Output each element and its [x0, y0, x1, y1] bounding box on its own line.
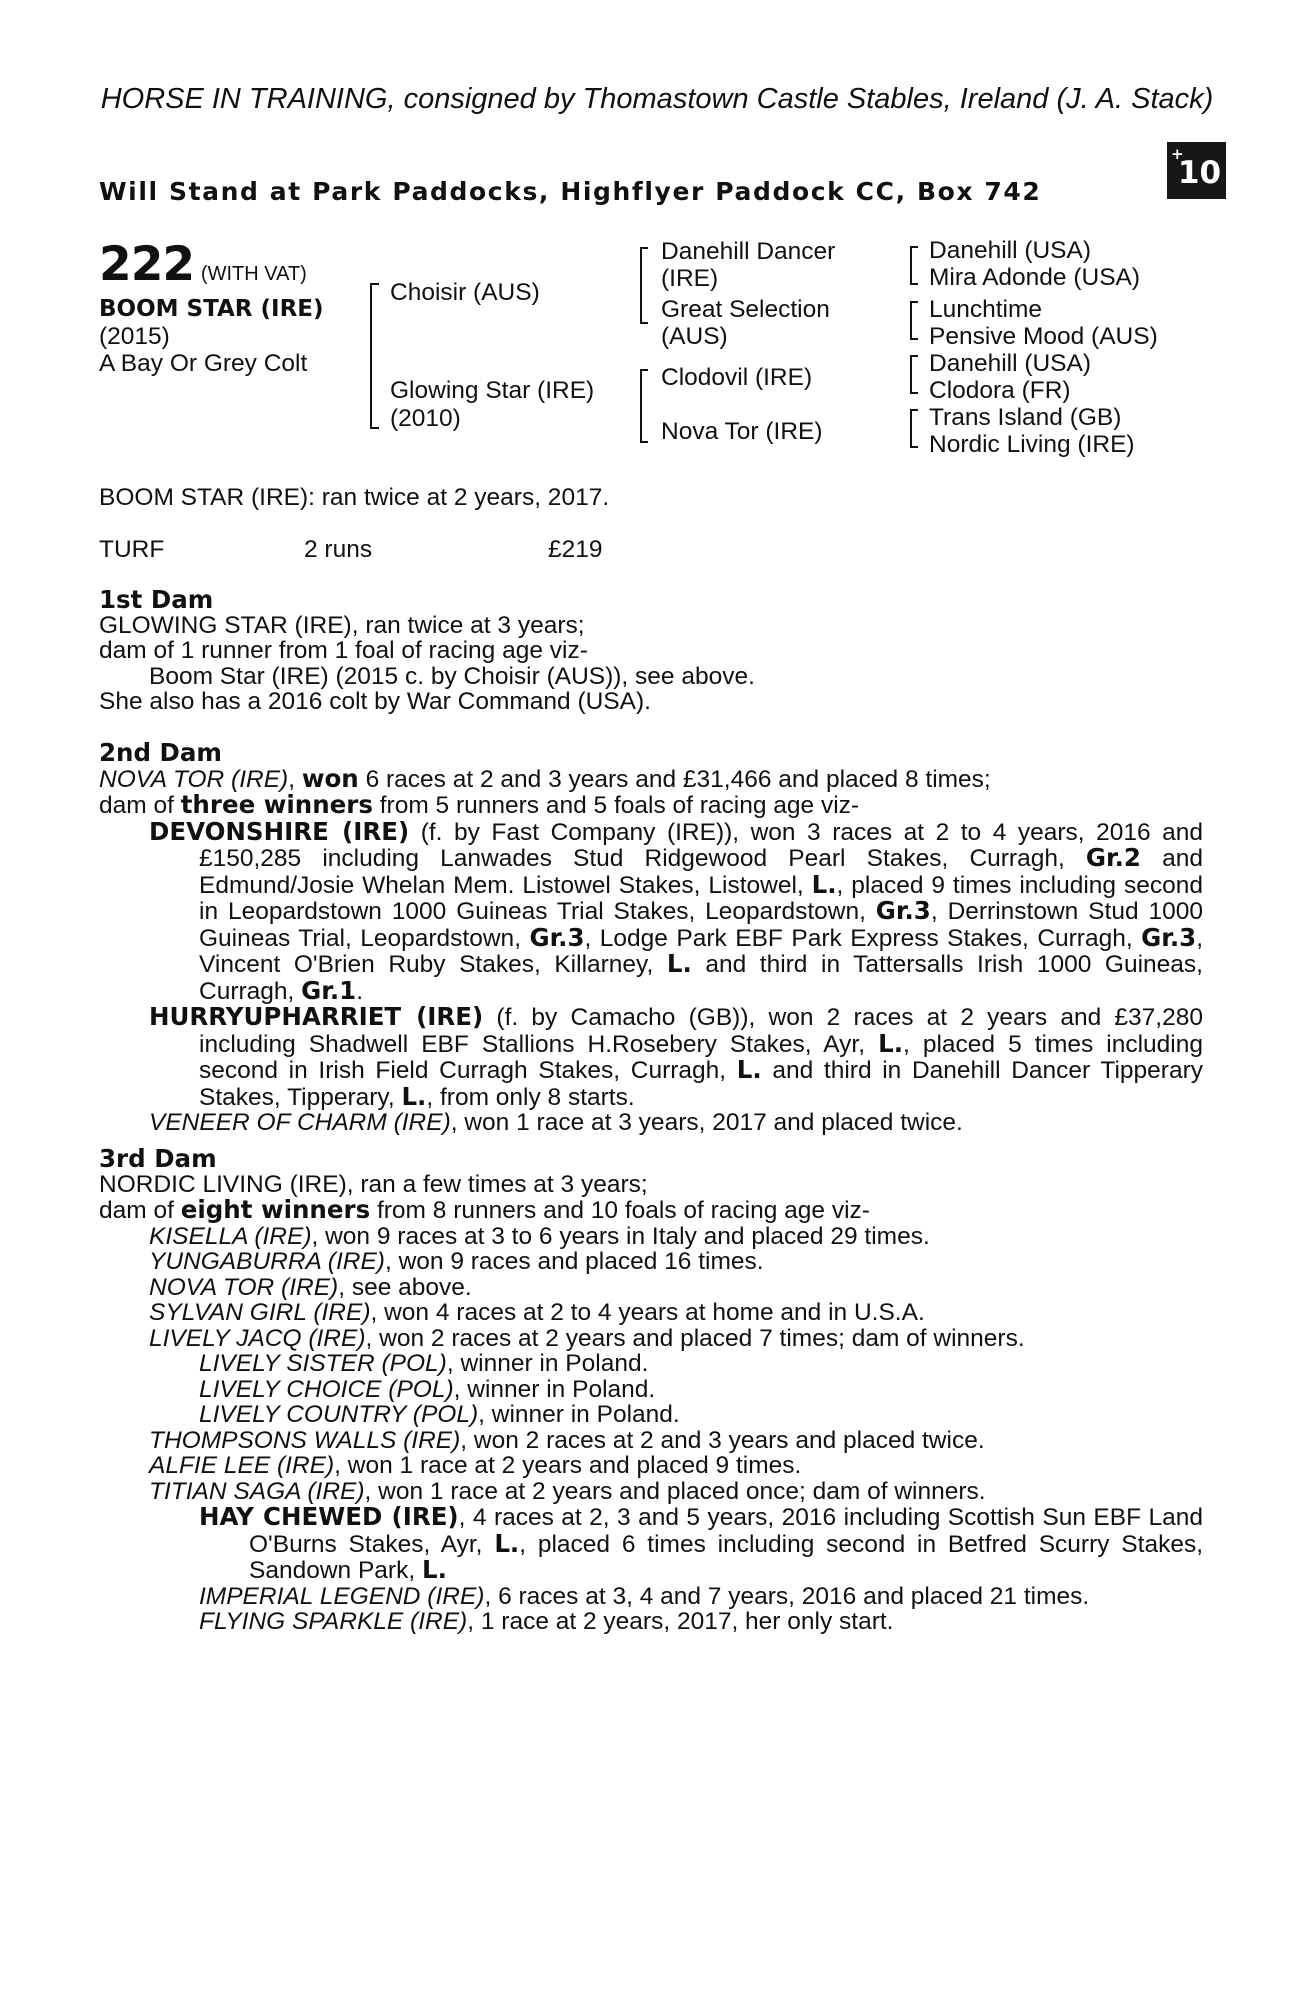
first-dam-produce: dam of 1 runner from 1 foal of racing age viz-: [99, 637, 588, 664]
entry-name: THOMPSONS WALLS (IRE): [149, 1426, 461, 1454]
pedigree-sire-dam-country: (AUS): [661, 323, 728, 350]
produce-entry: [99, 1479, 1203, 1505]
produce-entry: [99, 1453, 1203, 1479]
entry-name: LIVELY SISTER (POL): [199, 1350, 447, 1377]
third-dam-line: NORDIC LIVING (IRE), ran a few times at 3 years;: [99, 1170, 648, 1198]
entry-name: IMPERIAL LEGEND (IRE): [199, 1582, 485, 1610]
third-dam-section: [99, 1146, 1203, 1635]
grade-tag: Gr.3: [1141, 922, 1197, 952]
pedigree-bracket-sire: [640, 247, 648, 324]
produce-entry: [99, 1428, 1203, 1454]
entry-text: and Edmund/Josie Whelan Mem. Listowel Stakes, Listowel,: [199, 845, 1203, 899]
entry-text: , won 1 race at 2 years and placed once; dam of winners.: [364, 1477, 986, 1505]
second-dam-produce: [99, 792, 1203, 819]
grandproduce-entry: [99, 1377, 1203, 1403]
pedigree-sire-dam: Great Selection: [661, 296, 830, 323]
race-record-summary: BOOM STAR (IRE): ran twice at 2 years, 2017.: [99, 484, 610, 511]
entry-text: , Derrinstown Stud 1000 Guineas Trial, Leopardstown,: [199, 898, 1203, 952]
entry-text: , winner in Poland.: [453, 1375, 656, 1403]
grade-tag: Gr.3: [875, 896, 931, 925]
pedigree-sd-sire: Lunchtime: [929, 296, 1043, 323]
grade-tag: Gr.3: [529, 922, 585, 952]
pedigree-bracket-main: [370, 283, 379, 429]
pedigree-ds-sire: Danehill (USA): [929, 350, 1092, 377]
page-title: HORSE IN TRAINING, consigned by Thomastown Castle Stables, Ireland (J. A. Stack): [100, 83, 1214, 115]
produce-text: from 8 runners and 10 foals of racing age viz-: [370, 1197, 870, 1224]
pedigree-dd-dam: Nordic Living (IRE): [929, 431, 1135, 458]
entry-name: SYLVAN GIRL (IRE): [149, 1299, 371, 1326]
race-record-surface: TURF: [99, 536, 165, 563]
entry-name: TITIAN SAGA (IRE): [149, 1477, 365, 1505]
foaling-year: (2015): [99, 323, 170, 350]
entry-text: , placed 6 times including second in Betfred Scurry Stakes, Sandown Park,: [249, 1530, 1204, 1584]
pedigree-ds-dam: Clodora (FR): [929, 377, 1071, 404]
first-dam-note: She also has a 2016 colt by War Command (USA).: [99, 688, 651, 715]
entry-name: YUNGABURRA (IRE): [149, 1248, 385, 1275]
pedigree-dam-sire: Clodovil (IRE): [661, 364, 813, 391]
pedigree-bracket-dam: [640, 369, 648, 443]
listed-tag: L.: [666, 949, 692, 978]
entry-name: ALFIE LEE (IRE): [149, 1452, 335, 1479]
stand-location: Will Stand at Park Paddocks, Highflyer Paddock CC, Box 742: [99, 177, 1042, 206]
listed-tag: L.: [736, 1055, 762, 1084]
second-dam-sep: ,: [288, 765, 302, 793]
pedigree-dam-dam: Nova Tor (IRE): [661, 418, 823, 445]
first-dam-heading: 1st Dam: [99, 585, 214, 614]
grandproduce-entry-haychewed: [99, 1504, 1203, 1584]
entry-text: , placed 5 times including second in Irish Field Curragh Stakes, Curragh,: [199, 1030, 1203, 1084]
entry-text: , from only 8 starts.: [426, 1083, 635, 1111]
entry-text: , won 1 race at 2 years and placed 9 times.: [334, 1452, 802, 1479]
second-dam-rest: 6 races at 2 and 3 years and £31,466 and placed 8 times;: [358, 765, 991, 793]
grandproduce-entry: [99, 1351, 1203, 1377]
grandproduce-entry: [99, 1609, 1203, 1635]
entry-text: (f. by Fast Company (IRE)), won 3 races at 2 to 4 years, 2016 and £150,285 including Lanwades Stud Ridgewood Pearl Stakes, Curragh,: [199, 818, 1203, 872]
produce-winners: eight winners: [180, 1195, 371, 1224]
entry-text: , winner in Poland.: [446, 1350, 649, 1377]
entry-text: , won 2 races at 2 years and placed 7 times; dam of winners.: [365, 1324, 1025, 1352]
entry-text: , won 9 races at 3 to 6 years in Italy and placed 29 times.: [311, 1222, 930, 1250]
second-dam-heading: 2nd Dam: [99, 738, 222, 767]
produce-entry: [99, 1249, 1203, 1275]
second-dam-won: won: [301, 763, 359, 793]
pedigree-sd-dam: Pensive Mood (AUS): [929, 323, 1158, 350]
entry-text: , 6 races at 3, 4 and 7 years, 2016 and placed 21 times.: [484, 1582, 1090, 1610]
entry-text: and third in Tattersalls Irish 1000 Guineas, Curragh,: [199, 951, 1203, 1005]
entry-text: .: [356, 977, 364, 1005]
produce-winners: three winners: [180, 790, 373, 819]
produce-entry-hurryupharriet: [99, 1004, 1203, 1110]
grandproduce-entry: [99, 1584, 1203, 1610]
entry-name: LIVELY JACQ (IRE): [149, 1324, 366, 1352]
entry-text: , Lodge Park EBF Park Express Stakes, Curragh,: [584, 924, 1142, 952]
entry-name: LIVELY COUNTRY (POL): [199, 1401, 479, 1428]
listed-tag: L.: [401, 1081, 427, 1111]
entry-text: (f. by Camacho (GB)), won 2 races at 2 years and £37,280 including Shadwell EBF Stallions H.Rosebery Stakes, Ayr,: [199, 1004, 1203, 1058]
pedigree-sire-sire: Danehill Dancer: [661, 238, 836, 265]
first-dam-line: GLOWING STAR (IRE), ran twice at 3 years;: [99, 611, 585, 639]
badge-plus: +: [1171, 145, 1184, 163]
pedigree-sire-sire-country: (IRE): [661, 265, 719, 292]
entry-text: , 4 races at 2, 3 and 5 years, 2016 including Scottish Sun EBF Land O'Burns Stakes, Ayr,: [249, 1504, 1203, 1558]
second-dam-name: NOVA TOR (IRE): [99, 765, 289, 793]
plus10-badge: [1167, 142, 1226, 199]
horse-description: A Bay Or Grey Colt: [99, 350, 308, 377]
pedigree-bracket-ds: [910, 355, 918, 394]
produce-entry: [99, 1275, 1203, 1301]
entry-text: , won 9 races and placed 16 times.: [384, 1248, 764, 1275]
produce-entry: [99, 1224, 1203, 1250]
entry-text: , see above.: [338, 1273, 472, 1301]
entry-text: , 1 race at 2 years, 2017, her only start.: [467, 1608, 894, 1635]
grade-tag: Gr.2: [1085, 843, 1141, 872]
pedigree-sire: Choisir (AUS): [390, 279, 540, 306]
entry-text: , won 1 race at 3 years, 2017 and placed twice.: [450, 1109, 963, 1136]
entry-text: , winner in Poland.: [478, 1401, 680, 1428]
race-record-runs: 2 runs: [304, 536, 373, 563]
entry-name: KISELLA (IRE): [149, 1222, 312, 1250]
entry-name: VENEER OF CHARM (IRE): [149, 1109, 451, 1136]
listed-tag: L.: [878, 1028, 903, 1058]
listed-tag: L.: [811, 869, 837, 899]
pedigree-dd-sire: Trans Island (GB): [929, 404, 1122, 431]
produce-entry-veneer: [99, 1110, 1203, 1136]
pedigree-bracket-sd: [910, 301, 918, 340]
race-record-earnings: £219: [548, 536, 603, 563]
pedigree-bracket-dd: [910, 409, 918, 448]
entry-text: , placed 9 times including second in Leopardstown 1000 Guineas Trial Stakes, Leopardstown,: [199, 871, 1203, 925]
grade-tag: Gr.1: [301, 975, 357, 1005]
produce-text: from 5 runners and 5 foals of racing age viz-: [372, 792, 860, 819]
first-dam-foal: Boom Star (IRE) (2015 c. by Choisir (AUS)), see above.: [149, 662, 755, 690]
second-dam-section: [99, 740, 1203, 1136]
first-dam-section: [99, 587, 1203, 715]
entry-name: LIVELY CHOICE (POL): [199, 1375, 454, 1403]
pedigree-ss-dam: Mira Adonde (USA): [929, 264, 1141, 291]
listed-tag: L.: [421, 1555, 447, 1584]
entry-name: HURRYUPHARRIET (IRE): [149, 1002, 484, 1031]
entry-name: DEVONSHIRE (IRE): [149, 816, 410, 846]
pedigree-dam-year: (2010): [390, 405, 461, 432]
third-dam-produce: [99, 1197, 1203, 1224]
entry-name: NOVA TOR (IRE): [149, 1273, 339, 1301]
pedigree-ss-sire: Danehill (USA): [929, 237, 1092, 264]
vat-note: (WITH VAT): [200, 263, 307, 285]
produce-entry-devonshire: [99, 816, 1203, 1005]
horse-name: BOOM STAR (IRE): [99, 296, 324, 322]
badge-number: 10: [1177, 154, 1222, 191]
grandproduce-entry: [99, 1402, 1203, 1428]
pedigree-dam: Glowing Star (IRE): [390, 377, 595, 404]
entry-text: , won 2 races at 2 and 3 years and placed twice.: [460, 1426, 985, 1454]
produce-entry: [99, 1300, 1203, 1326]
lot-number-line: [99, 237, 307, 292]
second-dam-line: [99, 763, 1203, 793]
entry-name: FLYING SPARKLE (IRE): [199, 1608, 468, 1635]
entry-text: and third in Danehill Dancer Tipperary Stakes, Tipperary,: [199, 1057, 1203, 1111]
third-dam-heading: 3rd Dam: [99, 1144, 217, 1173]
entry-text: , won 4 races at 2 to 4 years at home and in U.S.A.: [370, 1299, 925, 1326]
pedigree-bracket-ss: [910, 246, 918, 285]
produce-text: dam of: [99, 792, 181, 819]
entry-text: , Vincent O'Brien Ruby Stakes, Killarney,: [199, 924, 1203, 978]
listed-tag: L.: [494, 1528, 520, 1558]
lot-number: 222: [99, 237, 195, 292]
produce-entry: [99, 1326, 1203, 1352]
produce-text: dam of: [99, 1197, 181, 1224]
entry-name: HAY CHEWED (IRE): [199, 1502, 459, 1531]
